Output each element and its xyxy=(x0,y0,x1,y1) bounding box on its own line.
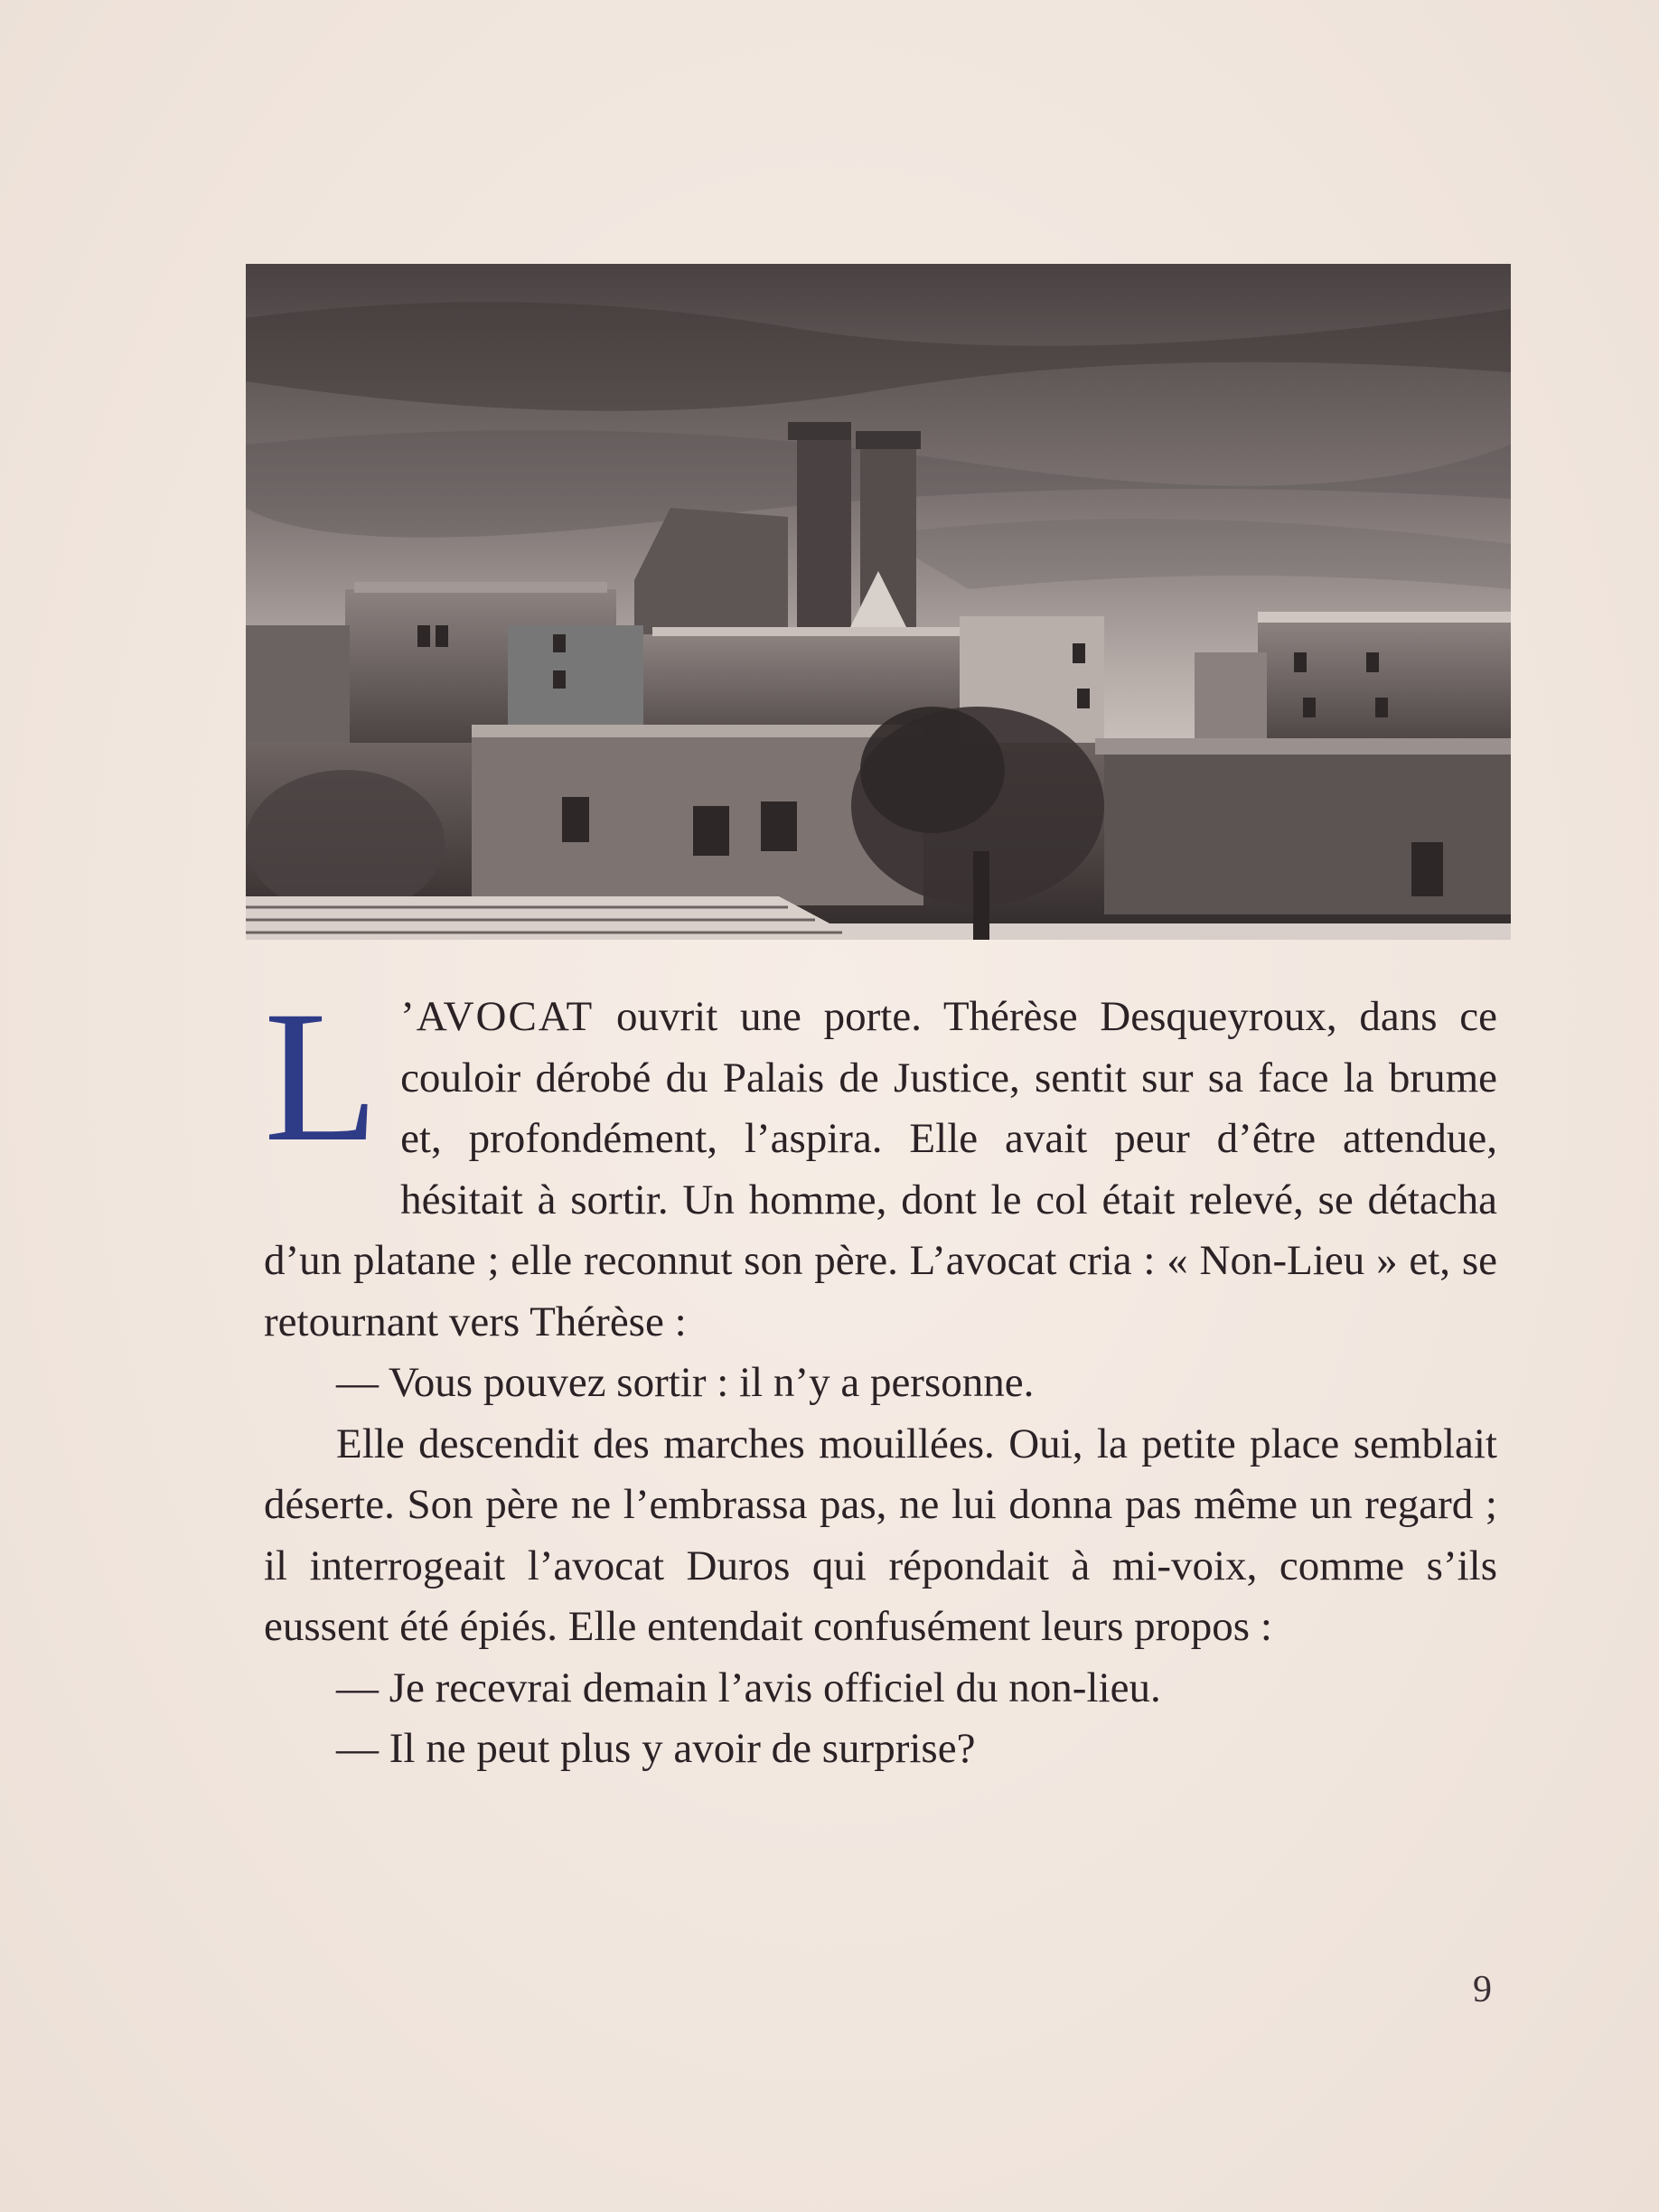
drop-cap: L xyxy=(264,972,380,1180)
page-number: 9 xyxy=(1473,1969,1492,2010)
body-text xyxy=(264,972,1497,1780)
paragraph-1 xyxy=(264,972,1497,1353)
paragraph-3: Elle descendit des marches mouillées. Oui, la petite place semblait déserte. Son père ne l’embrassa pas, ne lui donna pas même un regard ; il interrogeait l’avocat Duros qui répondait à mi-voix, comme s’ils eussent été épiés. Elle entendait confusément leurs propos : xyxy=(264,1420,1497,1650)
first-word: ’AVOCAT xyxy=(400,993,595,1040)
paragraph-5: — Il ne peut plus y avoir de surprise? xyxy=(336,1725,976,1772)
paragraph-4: — Je recevrai demain l’avis officiel du non-lieu. xyxy=(336,1664,1161,1711)
paragraph-1-text: ouvrit une porte. Thérèse Desqueyroux, dans ce couloir dérobé du Palais de Justice, sentit sur sa face la brume et, profondément, l’aspira. Elle avait peur d’être attendue, hésitait à sortir. Un homme, dont le col était relevé, se détacha d’un platane ; elle reconnut son père. L’avocat cria : « Non-Lieu » et, se retournant vers Thérèse : xyxy=(264,993,1497,1345)
town-rooftops-lithograph-illustration xyxy=(246,264,1511,940)
paragraph-2: — Vous pouvez sortir : il n’y a personne. xyxy=(336,1359,1035,1406)
